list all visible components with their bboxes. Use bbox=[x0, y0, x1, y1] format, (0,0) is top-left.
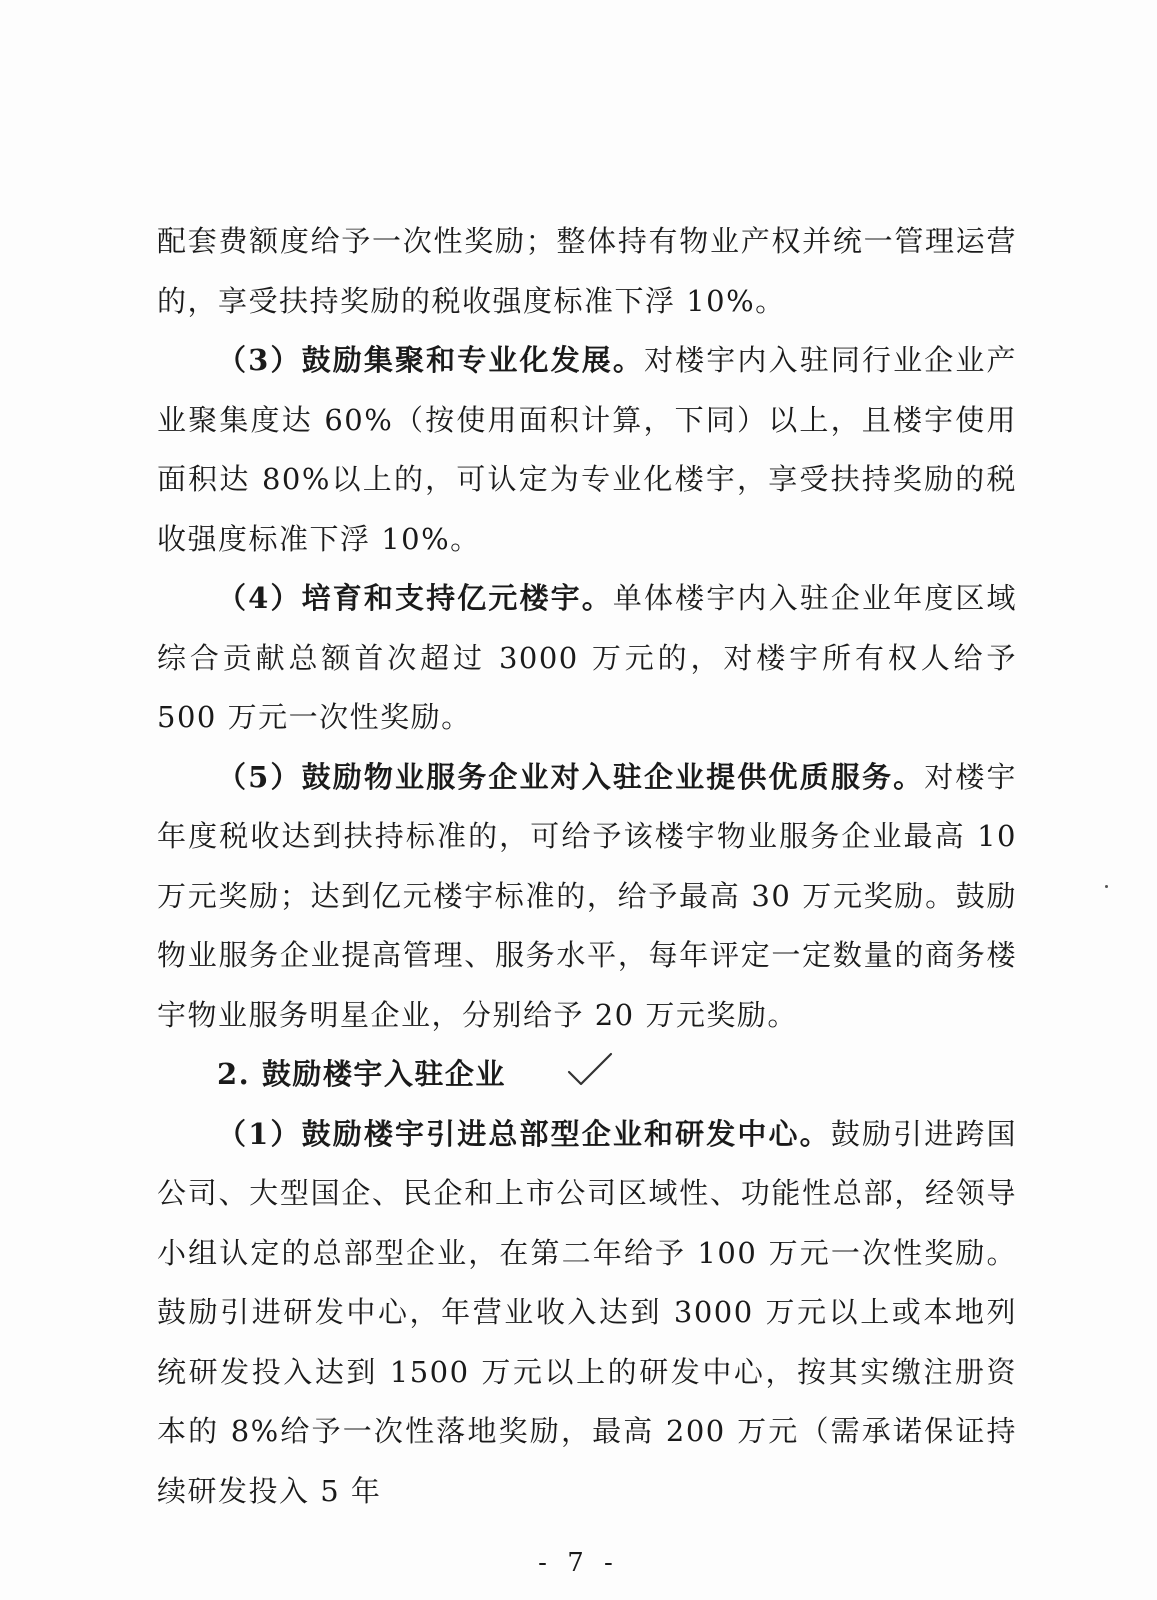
document-body bbox=[157, 212, 1017, 1521]
item-3-heading: （3）鼓励集聚和专业化发展。 bbox=[217, 343, 645, 377]
paragraph-item-3 bbox=[157, 331, 1017, 569]
handwritten-check-mark bbox=[565, 1050, 615, 1090]
item-4-text: 单体楼宇内入驻企业年度区域综合贡献总额首次超过 3000 万元的，对楼宇所有权人给予 500 万元一次性奖励。 bbox=[157, 581, 1017, 734]
item-4-heading: （4）培育和支持亿元楼宇。 bbox=[217, 581, 613, 615]
page-number: - 7 - bbox=[538, 1548, 619, 1578]
item-5-heading: （5）鼓励物业服务企业对入驻企业提供优质服务。 bbox=[217, 759, 925, 794]
item-5-text: 对楼宇年度税收达到扶持标准的，可给予该楼宇物业服务企业最高 10 万元奖励；达到亿元楼宇标准的，给予最高 30 万元奖励。鼓励物业服务企业提高管理、服务水平，每年评定一定数量的商务楼宇物业服务明星企业，分别给予 20 万元奖励。 bbox=[157, 759, 1017, 1032]
paragraph-item-5 bbox=[157, 748, 1017, 1046]
paragraph-item-2-1 bbox=[157, 1105, 1017, 1522]
section-2-title: 2. 鼓励楼宇入驻企业 bbox=[217, 1057, 506, 1091]
paragraph-continuation: 配套费额度给予一次性奖励；整体持有物业产权并统一管理运营的，享受扶持奖励的税收强度标准下浮 10%。 bbox=[157, 224, 1017, 318]
scan-speck bbox=[1105, 885, 1108, 888]
item-2-1-heading: （1）鼓励楼宇引进总部型企业和研发中心。 bbox=[217, 1116, 831, 1151]
paragraph-item-4 bbox=[157, 569, 1017, 748]
item-3-text: 对楼宇内入驻同行业企业产业聚集度达 60%（按使用面积计算，下同）以上，且楼宇使用面积达 80%以上的，可认定为专业化楼宇，享受扶持奖励的税收强度标准下浮 10%。 bbox=[157, 343, 1017, 556]
item-2-1-text: 鼓励引进跨国公司、大型国企、民企和上市公司区域性、功能性总部，经领导小组认定的总部型企业，在第二年给予 100 万元一次性奖励。鼓励引进研发中心，年营业收入达到 3000 万元以上或本地列统研发投入达到 1500 万元以上的研发中心，按其实缴注册资本的 8%给予一次性落地奖励，最高 200 万元（需承诺保证持续研发投入 5 年 bbox=[157, 1116, 1017, 1508]
